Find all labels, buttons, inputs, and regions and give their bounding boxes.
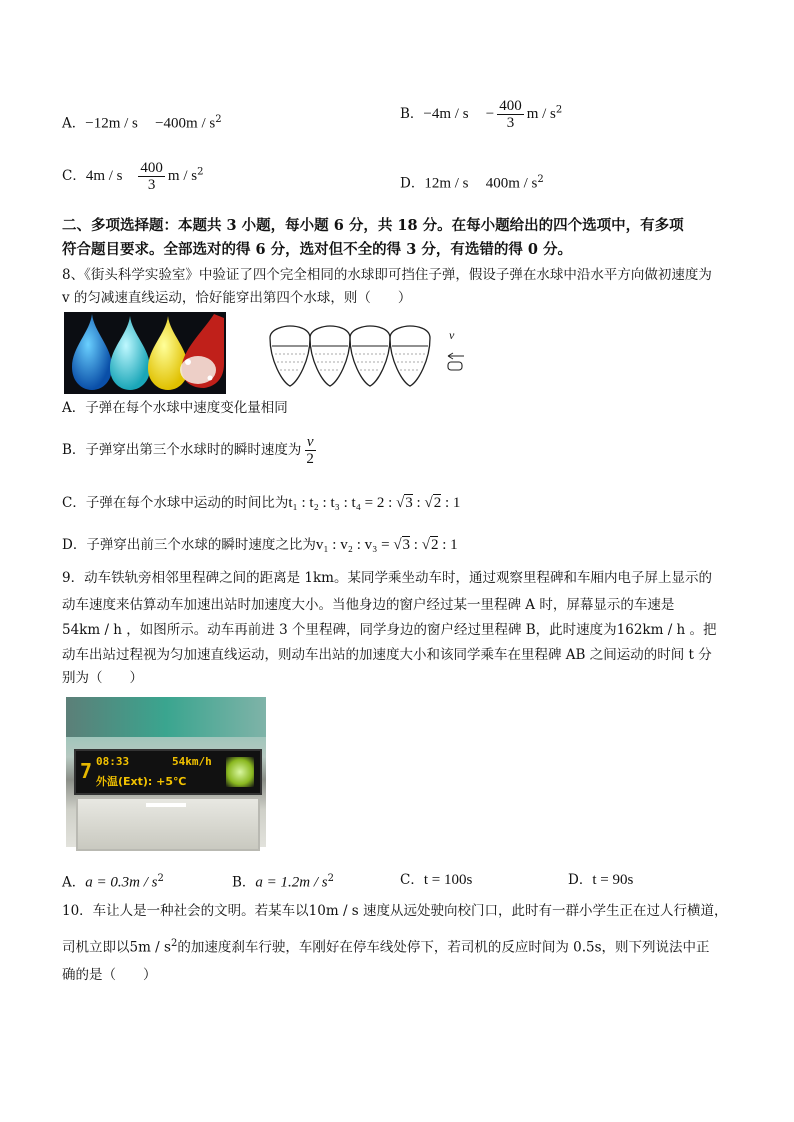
display-logo-icon: [226, 757, 254, 787]
q9-option-c: C．t = 100s: [400, 872, 473, 888]
section2-heading-line2: 符合题目要求。全部选对的得 6 分，选对但不全的得 3 分，有选错的得 0 分。: [62, 241, 573, 258]
q8-stem-line1: 8、《街头科学实验室》中验证了四个完全相同的水球即可挡住子弹，假设子弹在水球中沿水平方向做初速度为: [62, 267, 712, 283]
q7-option-a: A．−12m / s $-400m / s^2$: [62, 114, 222, 132]
velocity-label: v: [449, 328, 455, 342]
q8-option-d: D．子弹穿出前三个水球的瞬时速度之比为v₁ : v₂ : v₃ = √3 : √2 : 1: [62, 537, 458, 553]
q8-stem-line2: v 的匀减速直线运动，恰好能穿出第四个水球，则（ ）: [62, 290, 412, 306]
display-speed: 54km/h: [172, 755, 212, 768]
display-temperature: 外温(Ext): +5℃: [96, 775, 187, 788]
q9-stem-line2: 动车速度来估算动车加速出站时加速度大小。当他身边的窗户经过某一里程碑 A 时，屏幕显示的车速是: [62, 597, 675, 613]
q9-stem-line4: 动车出站过程视为匀加速直线运动，则动车出站的加速度大小和该同学乘车在里程碑 AB 之间运动的时间 t 分: [62, 647, 712, 663]
q9-option-a: A．$a = 0.3m / s^2$: [62, 873, 164, 891]
train-screen-photo: [66, 697, 266, 847]
led-display: [74, 749, 262, 795]
display-car-number: 7: [80, 759, 93, 783]
section2-heading-line1: 二、多项选择题：本题共 3 小题，每小题 6 分，共 18 分。在每小题给出的四个选项中，有多项: [62, 217, 684, 234]
q10-stem-line3: 确的是（ ）: [62, 967, 157, 983]
q7-option-d: D．12m / s $400m / s^2$: [400, 174, 544, 192]
bullet-icon: [448, 362, 462, 370]
q10-stem-line2: 司机立即以$5m / s^2$的加速度刹车行驶，车刚好在停车线处停下，若司机的反应时间为 0.5s，则下列说法中正: [62, 938, 710, 956]
water-balloon-photo: [64, 312, 226, 394]
q9-stem-line3: 54km / h ，如图所示。动车再前进 3 个里程碑，同学身边的窗户经过里程碑 B，此时速度为162km / h 。把: [62, 622, 717, 638]
water-balloon-diagram: [266, 324, 476, 388]
q8-option-a: A．子弹在每个水球中速度变化量相同: [62, 400, 288, 416]
q9-stem-line5: 别为（ ）: [62, 670, 143, 686]
q9-stem-line1: 9．动车铁轨旁相邻里程碑之间的距离是 1km。某同学乘坐动车时，通过观察里程碑和车厢内电子屏上显示的: [62, 570, 712, 586]
q7-option-b: B．−4m / s − $\frac{400}{3}$ m / $s^2$: [400, 98, 563, 131]
q7-option-c: C．4m / s $\frac{400}{3}$ m / $s^2$: [62, 160, 204, 193]
q8-option-b: B．子弹穿出第三个水球时的瞬时速度为 $\frac{v}{2}$: [62, 434, 314, 467]
q9-option-d: D．t = 90s: [568, 872, 634, 888]
q9-option-b: B．$a = 1.2m / s^2$: [232, 873, 335, 891]
display-time: 08:33: [96, 755, 130, 768]
q10-stem-line1: 10．车让人是一种社会的文明。若某车以10m / s 速度从远处驶向校门口，此时有一群小学生正在过人行横道，: [62, 903, 728, 919]
q8-option-c: C．子弹在每个水球中运动的时间比为t₁ : t₂ : t₃ : t₄ = 2 : √3 : √2 : 1: [62, 495, 461, 511]
